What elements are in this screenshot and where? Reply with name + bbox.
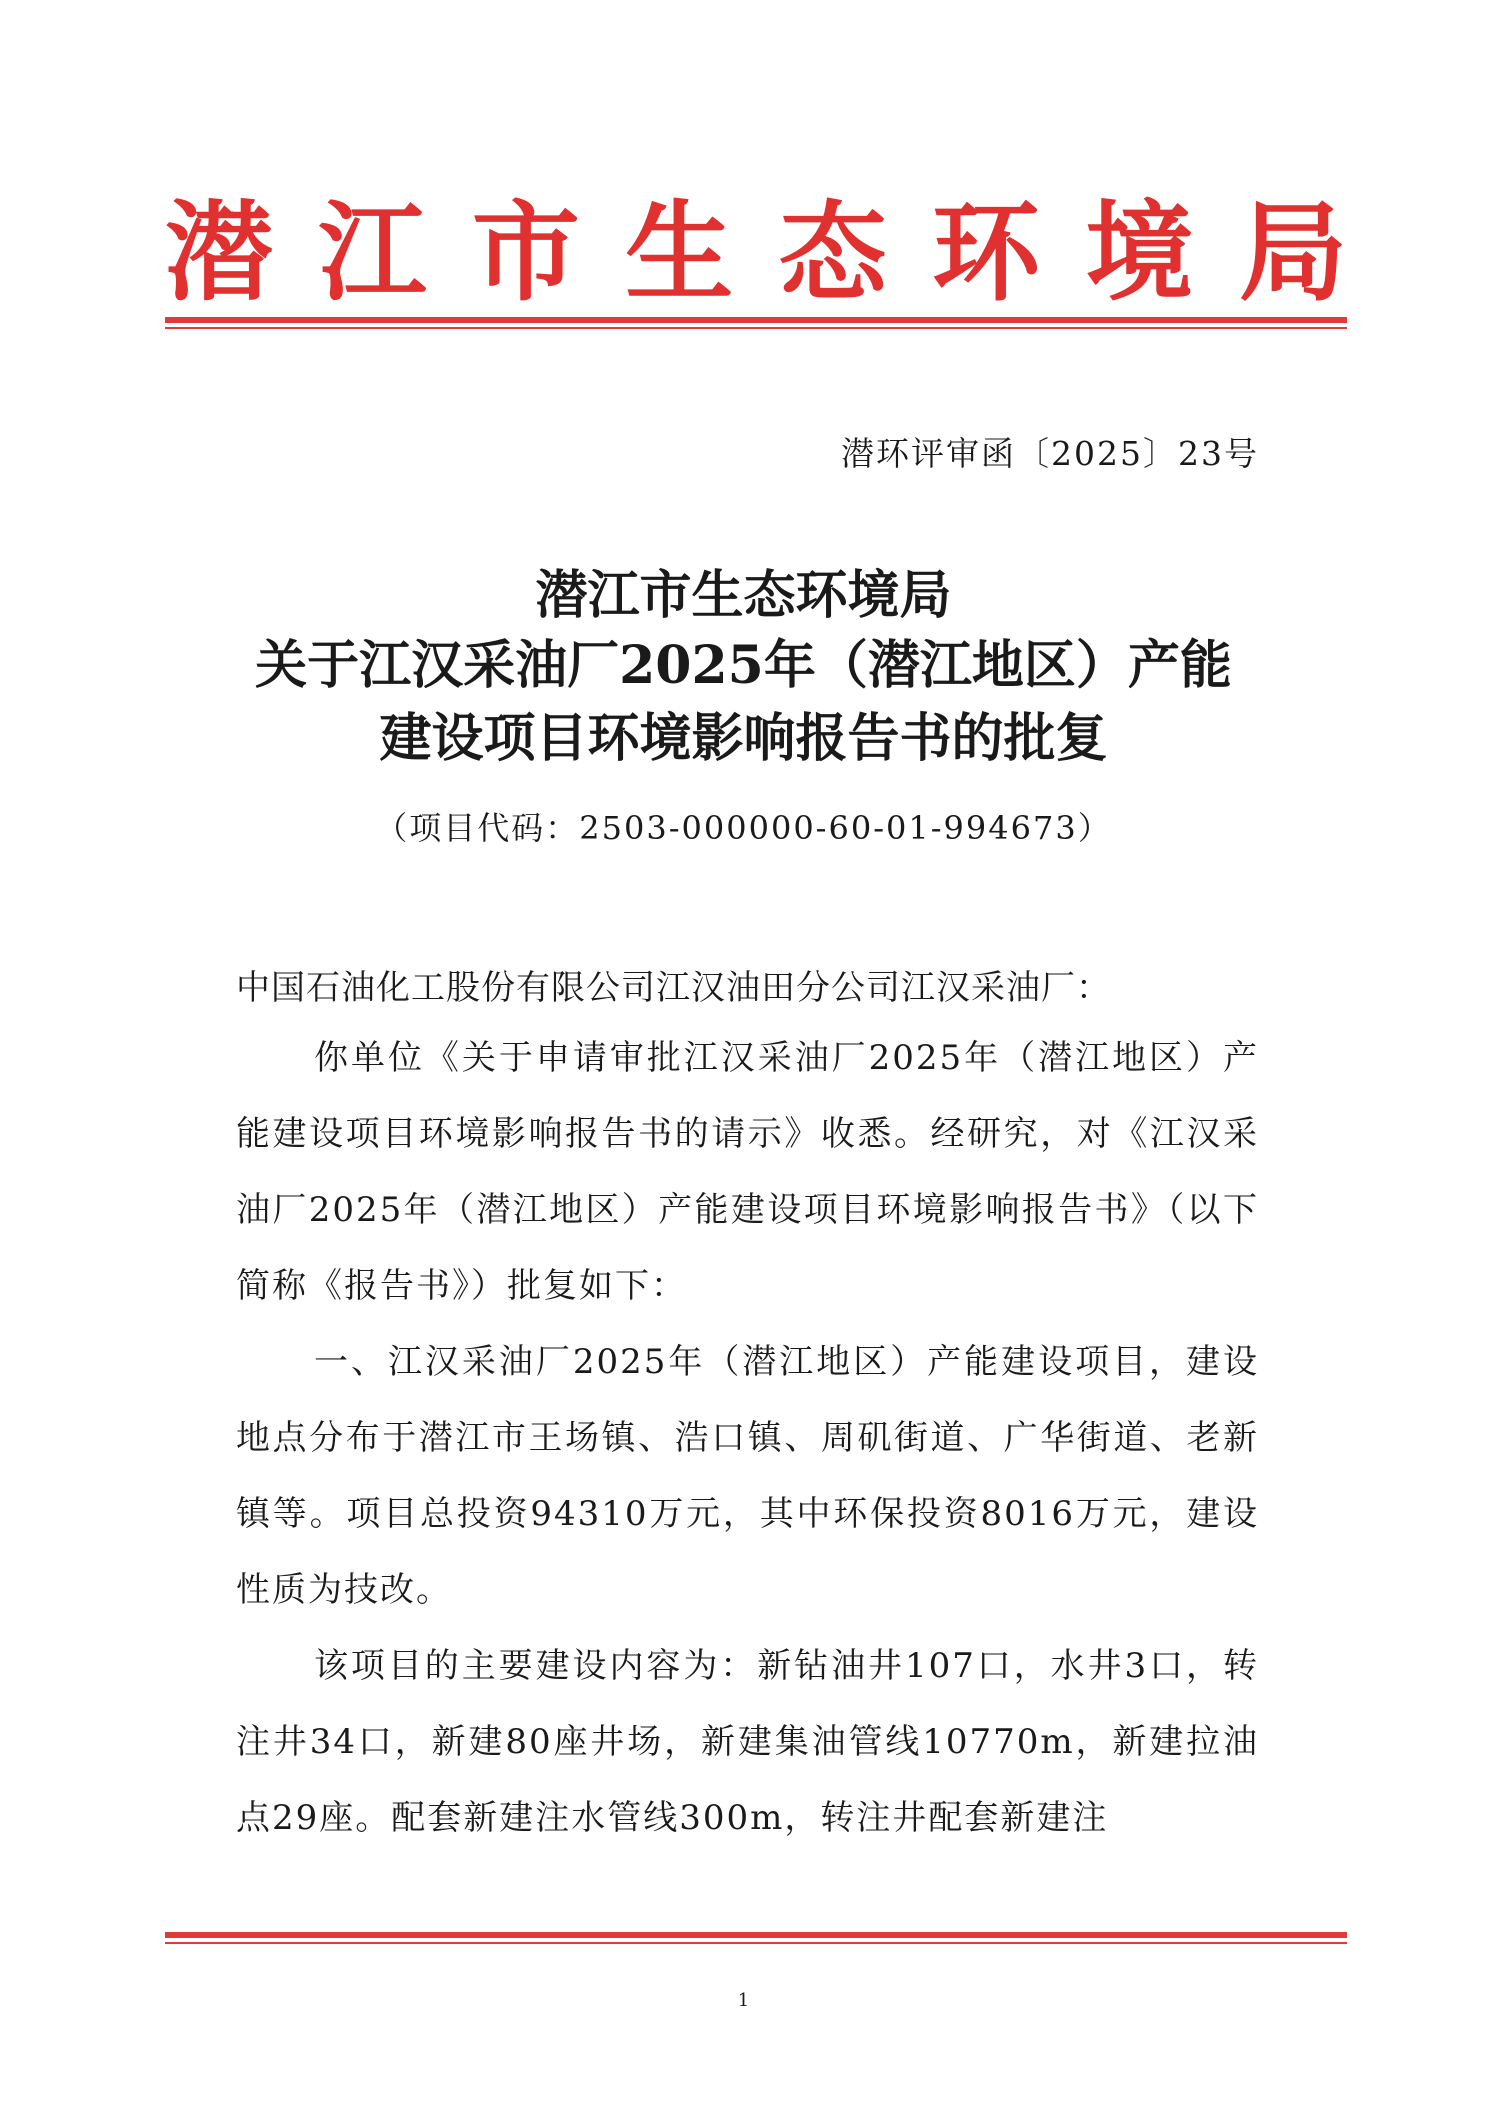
masthead-char: 市 <box>471 189 580 316</box>
header-divider-thin <box>165 327 1347 329</box>
paragraph-3: 该项目的主要建设内容为：新钻油井107口，水井3口，转注井34口，新建80座井场，新建集油管线10770m，新建拉油点29座。配套新建注水管线300m，转注井配套新建注 <box>236 1646 1259 1838</box>
masthead-char: 潜 <box>165 189 274 316</box>
masthead-char: 态 <box>778 189 887 316</box>
paragraph-1: 你单位《关于申请审批江汉采油厂2025年（潜江地区）产能建设项目环境影响报告书的请示》收悉。经研究，对《江汉采油厂2025年（潜江地区）产能建设项目环境影响报告书》（以下简称《报告书》）批复如下： <box>236 1038 1259 1306</box>
masthead-char: 境 <box>1085 189 1194 316</box>
header-divider-thick <box>165 317 1347 323</box>
page-number: 1 <box>737 1990 750 2011</box>
paragraph-2: 一、江汉采油厂2025年（潜江地区）产能建设项目，建设地点分布于潜江市王场镇、浩口镇、周矶街道、广华街道、老新镇等。项目总投资94310万元，其中环保投资8016万元，建设性质为技改。 <box>236 1342 1259 1610</box>
title-line-2: 关于江汉采油厂2025年（潜江地区）产能 <box>255 635 1232 696</box>
addressee: 中国石油化工股份有限公司江汉油田分公司江汉采油厂： <box>236 968 1111 1008</box>
title-line-3: 建设项目环境影响报告书的批复 <box>379 708 1108 769</box>
masthead-char: 局 <box>1238 189 1347 316</box>
masthead-char: 环 <box>932 189 1041 316</box>
masthead-char: 生 <box>625 189 734 316</box>
title-line-1: 潜江市生态环境局 <box>535 565 952 626</box>
project-code: （项目代码：2503-000000-60-01-994673） <box>375 809 1112 847</box>
masthead-char: 江 <box>318 189 427 316</box>
document-number: 潜环评审函〔2025〕23号 <box>841 434 1259 473</box>
footer-divider-thick <box>165 1932 1347 1938</box>
agency-masthead <box>165 190 1347 315</box>
footer-divider-thin <box>165 1942 1347 1944</box>
